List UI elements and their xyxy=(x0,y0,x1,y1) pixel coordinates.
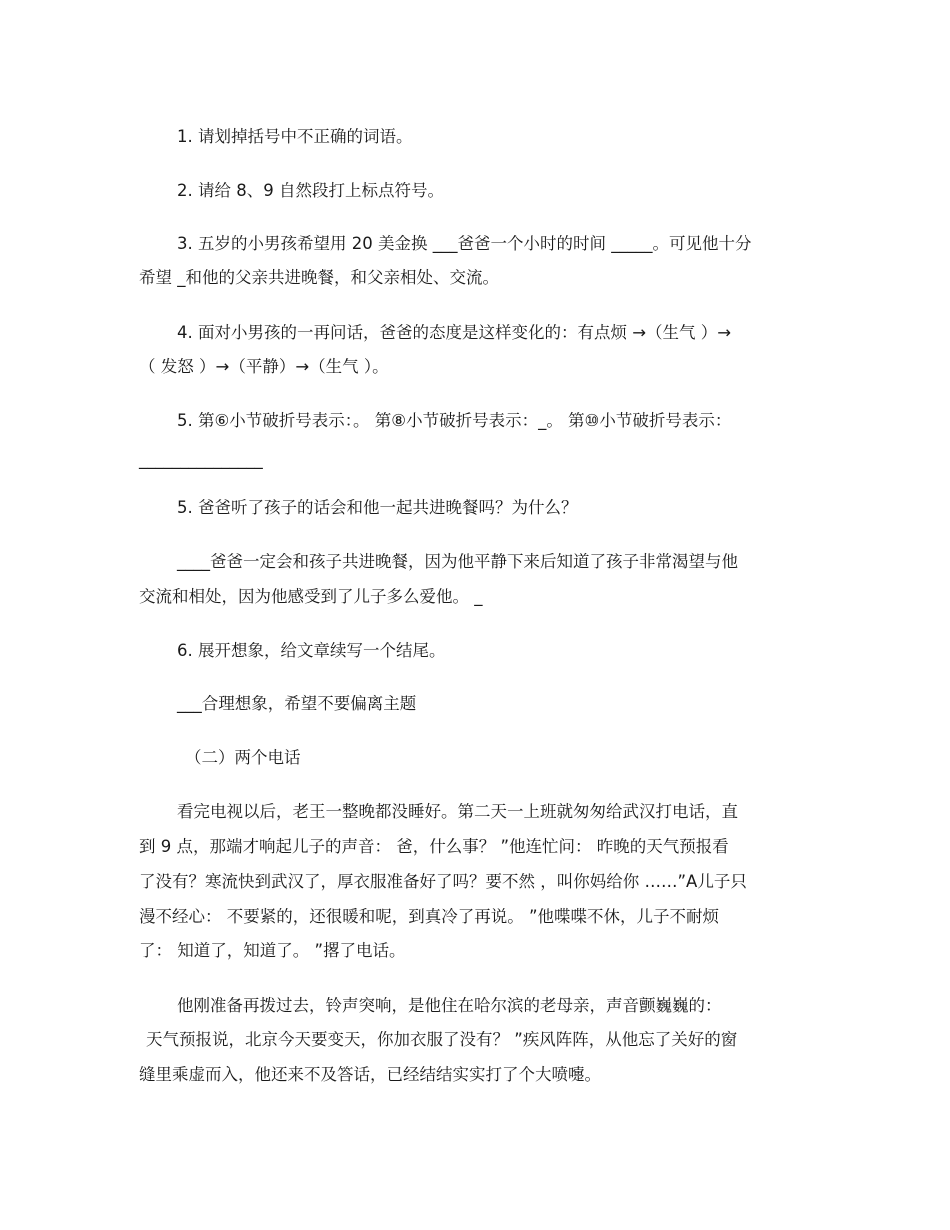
question-4-line-2: （ 发怒 ）→（平静）→（生气 ）。 xyxy=(139,357,389,376)
question-4-line-1: 4. 面对小男孩的一再问话，爸爸的态度是这样变化的：有点烦 →（生气 ）→ xyxy=(177,323,732,342)
passage-2-line-1: 他刚准备再拨过去，铃声突响，是他住在哈尔滨的老母亲，声音颤巍巍的： xyxy=(177,996,722,1015)
section-heading: （二）两个电话 xyxy=(185,748,301,767)
passage-2-line-2: 天气预报说，北京今天要变天，你加衣服了没有？ ”疾风阵阵，从他忘了关好的窗 xyxy=(146,1030,738,1049)
passage-2-line-3: 缝里乘虚而入，他还来不及答话，已经结结实实打了个大喷嚏。 xyxy=(139,1065,601,1084)
question-2: 2. 请给 8、9 自然段打上标点符号。 xyxy=(177,181,444,200)
question-1: 1. 请划掉括号中不正确的词语。 xyxy=(177,127,413,146)
answer-6: ___合理想象，希望不要偏离主题 xyxy=(177,694,417,713)
passage-1-line-1: 看完电视以后，老王一整晚都没睡好。第二天一上班就匆匆给武汉打电话，直 xyxy=(177,802,738,821)
passage-1-line-4: 漫不经心： 不要紧的，还很暖和呢，到真冷了再说。 ”他喋喋不休，儿子不耐烦 xyxy=(139,907,720,926)
question-5b: 5. 爸爸听了孩子的话会和他一起共进晚餐吗？为什么？ xyxy=(177,498,578,517)
passage-1-line-5: 了： 知道了，知道了。 ”撂了电话。 xyxy=(139,941,406,960)
question-5-line-1: 5. 第⑥小节破折号表示：。 第⑧小节破折号表示：_。 第⑩小节破折号表示： xyxy=(177,411,732,430)
passage-1-line-3: 了没有？寒流快到武汉了，厚衣服准备好了吗？要不然 ，叫你妈给你 ……”A儿子只 xyxy=(139,872,747,891)
question-3-line-2: 希望 _和他的父亲共进晚餐，和父亲相处、交流。 xyxy=(139,268,499,287)
answer-5b-line-1: ____爸爸一定会和孩子共进晚餐，因为他平静下来后知道了孩子非常渴望与他 xyxy=(177,552,738,571)
question-5-blank: _______________ xyxy=(139,450,263,469)
question-6: 6. 展开想象，给文章续写一个结尾。 xyxy=(177,641,446,660)
passage-1-line-2: 到 9 点，那端才响起儿子的声音： 爸，什么事？ ”他连忙问： 昨晚的天气预报看 xyxy=(139,837,729,856)
question-3-line-1: 3. 五岁的小男孩希望用 20 美金换 ___爸爸一个小时的时间 _____。可见他十分 xyxy=(177,234,752,253)
answer-5b-line-2: 交流和相处，因为他感受到了儿子多么爱他。 _ xyxy=(139,587,483,606)
